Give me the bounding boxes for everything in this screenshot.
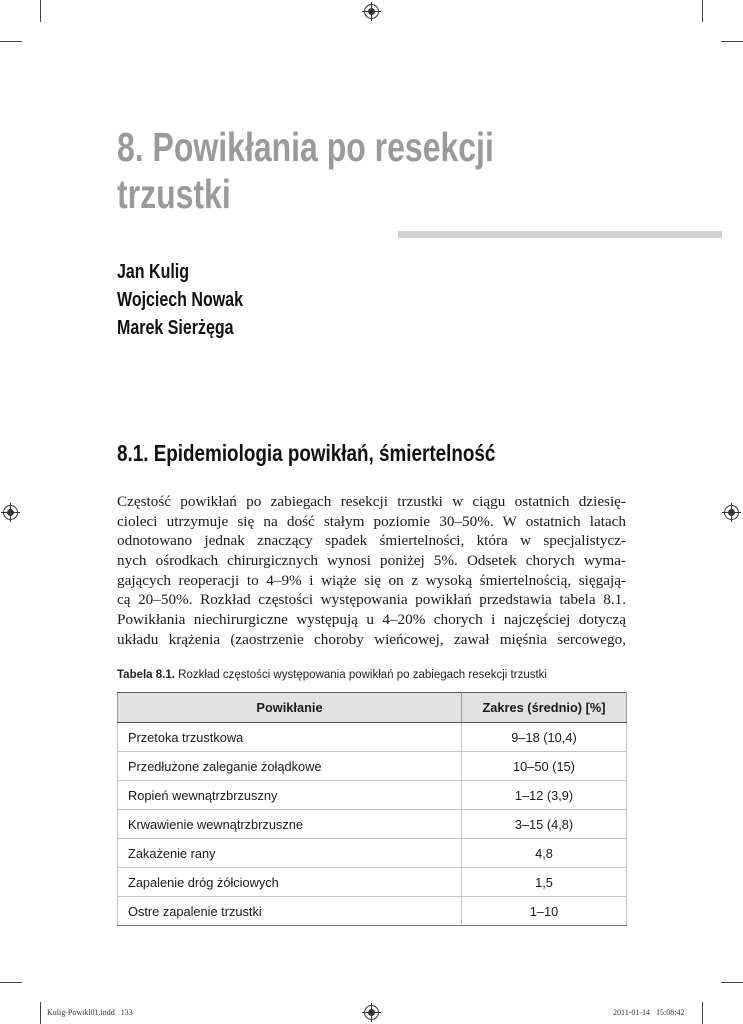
chapter-title-line: 8. Powikłania po resekcji [117,124,494,170]
table-row [118,752,627,781]
column-header: Powikłanie [118,693,462,723]
range-cell: 1–12 (3,9) [462,781,627,810]
range-cell: 4,8 [462,839,627,868]
body-line: cą 20–50%. Rozkład częstości występowania powikłań przedstawia tabela 8.1. [117,591,626,609]
complication-cell: Ostre zapalenie trzustki [118,897,462,926]
crop-mark [40,1002,41,1024]
crop-mark [40,0,41,22]
complication-cell: Krwawienie wewnątrzbrzuszne [118,810,462,839]
complications-table [117,692,627,926]
table-caption-text: Rozkład częstości występowania powikłań po zabiegach resekcji trzustki [174,669,547,681]
table-row [118,839,627,868]
body-paragraph [117,492,626,650]
complication-cell: Zakażenie rany [118,839,462,868]
chapter-title-line: trzustki [117,171,231,217]
body-line: odnotowano jednak znaczący spadek śmiertelności, która w specjalistycz- [117,532,626,550]
crop-mark [702,0,703,22]
complication-cell: Przedłużone zaleganie żołądkowe [118,752,462,781]
table-row [118,781,627,810]
complication-cell: Ropień wewnątrzbrzuszny [118,781,462,810]
crop-mark [721,41,743,42]
chapter-title [117,124,523,218]
author-name: Wojciech Nowak [117,289,243,311]
registration-mark-icon [724,505,739,520]
range-cell: 10–50 (15) [462,752,627,781]
range-cell: 1–10 [462,897,627,926]
slug-datetime: 2011-01-14 15:08:42 [613,1008,685,1017]
slug-filename: Kulig-Powikl01.indd 133 [47,1008,133,1017]
table-caption [117,669,677,681]
range-cell: 1,5 [462,868,627,897]
author-name: Jan Kulig [117,261,190,283]
crop-mark [0,982,22,983]
registration-mark-icon [3,505,18,520]
table-row [118,723,627,752]
body-line: Częstość powikłań po zabiegach resekcji trzustki w ciągu ostatnich dziesię- [117,493,626,510]
table-row [118,810,627,839]
table-row [118,897,627,926]
registration-mark-icon [364,4,379,19]
body-line: gających reoperacji to 4–9% i wiąże się on z wysoką śmiertelnością, sięgają- [117,571,626,589]
body-line: cioleci utrzymuje się na dość stałym poziomie 30–50%. W ostatnich latach [117,512,626,530]
author-name: Marek Sierżęga [117,317,234,339]
complication-cell: Zapalenie dróg żółciowych [118,868,462,897]
author-list [117,258,243,342]
body-line: nych ośrodkach chirurgicznych wynosi poniżej 5%. Odsetek chorych wyma- [117,552,626,570]
range-cell: 3–15 (4,8) [462,810,627,839]
column-header: Zakres (średnio) [%] [462,693,627,723]
body-line: układu krążenia (zaostrzenie choroby wieńcowej, zawał mięśnia sercowego, [117,630,626,648]
table-header-row [118,693,627,723]
crop-mark [0,41,22,42]
table-caption-label: Tabela 8.1. [117,669,175,681]
complication-cell: Przetoka trzustkowa [118,723,462,752]
range-cell: 9–18 (10,4) [462,723,627,752]
section-heading: 8.1. Epidemiologia powikłań, śmiertelność [117,440,496,466]
crop-mark [702,1002,703,1024]
title-divider-bar [398,231,722,238]
table-row [118,868,627,897]
crop-mark [721,982,743,983]
body-line: Powikłania niechirurgiczne występują u 4–20% chorych i najczęściej dotyczą [117,611,626,629]
registration-mark-icon [364,1005,379,1020]
